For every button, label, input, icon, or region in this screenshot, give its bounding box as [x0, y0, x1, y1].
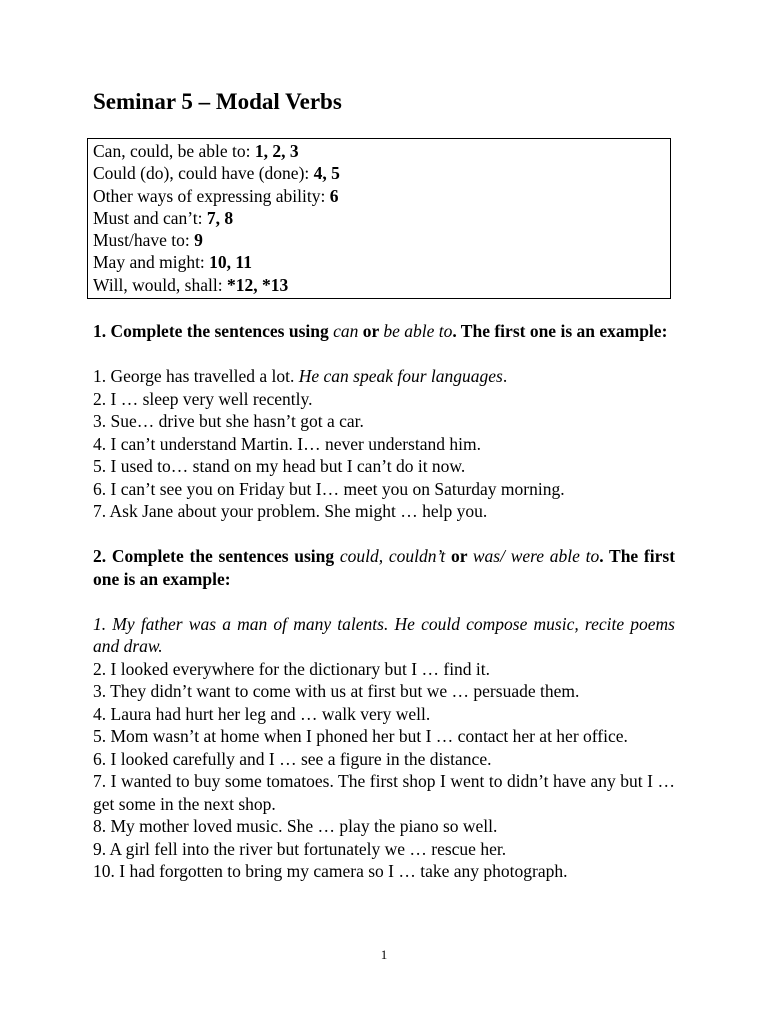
contents-topic: May and might:	[93, 252, 210, 273]
exercise-example	[93, 365, 675, 388]
example-answer: He can speak four languages	[298, 366, 503, 387]
exercise-item: 5. I used to… stand on my head but I can’t do it now.	[93, 456, 466, 477]
contents-topic: Other ways of expressing ability:	[93, 185, 330, 206]
contents-row	[93, 185, 670, 207]
heading-text: . The first one is an example:	[93, 546, 676, 589]
heading-emphasis: was/ were able to	[472, 546, 600, 567]
contents-row	[93, 140, 670, 162]
exercise-item: 2. I looked everywhere for the dictionary but I … find it.	[93, 658, 491, 679]
example-text: .	[502, 366, 508, 387]
exercise-2-heading	[93, 545, 675, 590]
exercise-item: 5. Mom wasn’t at home when I phoned her but I … contact her at her office.	[93, 726, 628, 747]
heading-text: 2. Complete the sentences using	[93, 546, 340, 567]
contents-row	[93, 251, 670, 273]
exercise-item: 2. I … sleep very well recently.	[93, 388, 313, 409]
contents-refs: 10, 11	[209, 252, 252, 273]
contents-row	[93, 207, 670, 229]
contents-refs: *12, *13	[226, 274, 289, 295]
heading-text: or	[358, 321, 384, 342]
exercise-example: 1. My father was a man of many talents. He could compose music, recite poems and draw.	[93, 613, 675, 657]
contents-topic: Must and can’t:	[93, 207, 207, 228]
heading-text: 1. Complete the sentences using	[93, 321, 334, 342]
contents-refs: 1, 2, 3	[254, 141, 299, 161]
exercise-item: 4. I can’t understand Martin. I… never understand him.	[93, 433, 481, 454]
heading-text: or	[445, 546, 473, 567]
contents-row	[93, 229, 670, 251]
contents-refs: 7, 8	[206, 207, 234, 228]
heading-emphasis: be able to	[383, 321, 453, 342]
example-text: 1. George has travelled a lot.	[93, 366, 299, 387]
exercise-item: 4. Laura had hurt her leg and … walk very well.	[93, 703, 431, 724]
heading-emphasis: can	[333, 321, 359, 342]
contents-refs: 6	[329, 185, 339, 206]
contents-topic: Could (do), could have (done):	[93, 163, 314, 184]
contents-refs: 4, 5	[313, 163, 340, 184]
heading-emphasis: could, couldn’t	[339, 546, 446, 567]
contents-box	[87, 138, 671, 299]
exercise-item: 7. Ask Jane about your problem. She might … help you.	[93, 501, 488, 522]
exercise-item: 6. I can’t see you on Friday but I… meet you on Saturday morning.	[93, 478, 565, 499]
exercise-item: 3. Sue… drive but she hasn’t got a car.	[93, 411, 364, 432]
exercise-item: 3. They didn’t want to come with us at first but we … persuade them.	[93, 681, 580, 702]
heading-text: . The first one is an example:	[452, 321, 668, 342]
contents-topic: Will, would, shall:	[93, 274, 227, 295]
exercise-1-list	[93, 365, 675, 523]
exercise-item: 8. My mother loved music. She … play the piano so well.	[93, 816, 498, 837]
page-number: 1	[380, 947, 388, 962]
exercise-1-heading	[93, 320, 675, 343]
exercise-item: 9. A girl fell into the river but fortunately we … rescue her.	[93, 838, 507, 859]
page-content	[93, 87, 675, 883]
page-title: Seminar 5 – Modal Verbs	[93, 89, 342, 114]
contents-row	[93, 274, 670, 296]
exercise-item: 10. I had forgotten to bring my camera so I … take any photograph.	[93, 861, 568, 882]
exercise-item: 7. I wanted to buy some tomatoes. The first shop I went to didn’t have any but I … get some in the next shop.	[93, 771, 675, 814]
contents-refs: 9	[194, 230, 203, 251]
exercise-item: 6. I looked carefully and I … see a figure in the distance.	[93, 748, 492, 769]
contents-row	[93, 162, 670, 184]
exercise-2-list	[93, 613, 675, 883]
contents-topic: Can, could, be able to:	[93, 141, 255, 161]
contents-topic: Must/have to:	[93, 230, 195, 251]
